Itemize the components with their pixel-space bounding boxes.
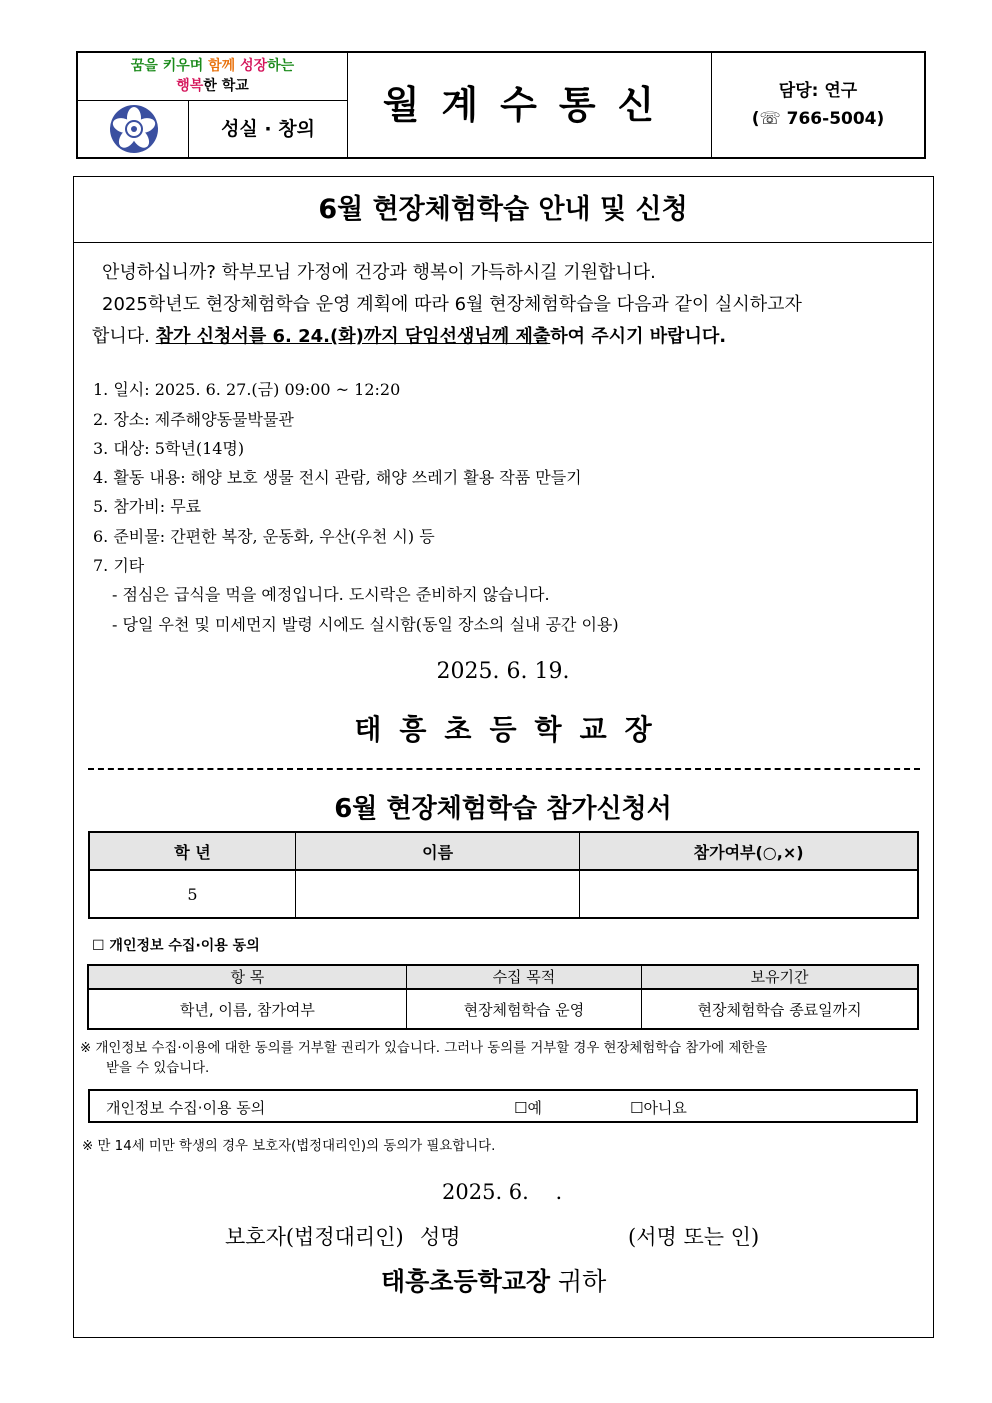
addressee: 태흥초등학교장 귀하: [381, 1267, 607, 1296]
form-title: 6월 현장체험학습 참가신청서: [334, 794, 672, 824]
signature-label: (서명 또는 인): [628, 1225, 760, 1249]
privacy-table: [87, 964, 919, 1030]
consent-yes-checkbox[interactable]: ☐예: [514, 1099, 542, 1117]
notice-sub-item: - 점심은 급식을 먹을 예정입니다. 도시락은 준비하지 않습니다.: [112, 585, 550, 604]
school-emblem-logo: [78, 101, 189, 157]
privacy-column-item: 항 목: [88, 965, 406, 989]
column-header-participation: 참가여부(○,×): [580, 832, 918, 870]
participation-field[interactable]: [580, 870, 918, 918]
consent-label: 개인정보 수집·이용 동의: [106, 1099, 266, 1117]
notice-sub-item: - 당일 우천 및 미세먼지 발령 시에도 실시함(동일 장소의 실내 공간 이용): [112, 615, 619, 634]
notice-item: 6. 준비물: 간편한 복장, 운동화, 우산(우천 시) 등: [93, 527, 435, 546]
school-motto: 성실 · 창의: [221, 118, 315, 140]
newsletter-title: 월계수통신: [348, 53, 712, 157]
sign-date: 2025. 6. .: [442, 1180, 563, 1204]
contact-info: [712, 53, 924, 157]
principal-signature: 태흥초등학교장: [354, 713, 670, 746]
grade-cell: 5: [89, 870, 295, 918]
privacy-retention-cell: 현장체험학습 종료일까지: [642, 989, 918, 1029]
privacy-heading: ☐ 개인정보 수집·이용 동의: [92, 938, 260, 954]
guardian-name-field[interactable]: [500, 1221, 620, 1249]
privacy-purpose-cell: 현장체험학습 운영: [406, 989, 641, 1029]
table-header-row: [89, 832, 918, 870]
notice-item: 7. 기타: [93, 556, 145, 575]
school-slogan: [78, 53, 347, 101]
privacy-column-purpose: 수집 목적: [406, 965, 641, 989]
notice-greeting: 안녕하십니까? 학부모님 가정에 건강과 행복이 가득하시길 기원합니다.: [102, 262, 656, 283]
table-row: [89, 870, 918, 918]
header-left-block: [78, 53, 348, 157]
guardian-name-label: 성명: [420, 1225, 461, 1249]
contact-phone: (☏ 766-5004): [751, 109, 885, 129]
notice-body-line-1: 2025학년도 현장체험학습 운영 계획에 따라 6월 현장체험학습을 다음과 같이 실시하고자: [102, 294, 802, 315]
guardian-label: 보호자(법정대리인): [225, 1225, 404, 1249]
notice-item: 5. 참가비: 무료: [93, 497, 202, 516]
consent-box: [88, 1089, 918, 1123]
notice-title: 6월 현장체험학습 안내 및 신청: [74, 178, 932, 243]
notice-item: 3. 대상: 5학년(14명): [93, 439, 245, 458]
privacy-row: [88, 989, 918, 1029]
column-header-name: 이름: [295, 832, 579, 870]
privacy-header-row: [88, 965, 918, 989]
privacy-note-line-1: ※ 개인정보 수집·이용에 대한 동의를 거부할 권리가 있습니다. 그러나 동의를 거부할 경우 현장체험학습 참가에 제한을: [80, 1041, 768, 1056]
submission-deadline: 참가 신청서를 6. 24.(화)까지 담임선생님께 제출: [155, 326, 551, 347]
cut-line-divider: [88, 768, 920, 770]
slogan-line-1: 꿈을 키우며 함께 성장하는: [130, 58, 295, 74]
column-header-grade: 학 년: [89, 832, 295, 870]
notice-body-line-2: 합니다. 참가 신청서를 6. 24.(화)까지 담임선생님께 제출하여 주시기 바랍니다.: [92, 326, 727, 347]
privacy-column-retention: 보유기간: [642, 965, 918, 989]
privacy-item-cell: 학년, 이름, 참가여부: [88, 989, 406, 1029]
contact-person: 담당: 연구: [778, 81, 858, 101]
name-field[interactable]: [295, 870, 579, 918]
application-table: [88, 831, 919, 919]
newsletter-header: [76, 51, 926, 159]
notice-item: 2. 장소: 제주해양동물박물관: [93, 410, 294, 429]
slogan-line-2: 행복한 학교: [176, 78, 249, 94]
notice-item: 1. 일시: 2025. 6. 27.(금) 09:00 ~ 12:20: [93, 380, 401, 399]
consent-no-checkbox[interactable]: ☐아니요: [630, 1099, 687, 1117]
notice-date: 2025. 6. 19.: [436, 659, 570, 684]
privacy-note-line-2: 받을 수 있습니다.: [106, 1061, 210, 1076]
notice-item: 4. 활동 내용: 해양 보호 생물 전시 관람, 해양 쓰레기 활용 작품 만들기: [93, 468, 582, 487]
guardian-consent-note: ※ 만 14세 미만 학생의 경우 보호자(법정대리인)의 동의가 필요합니다.: [82, 1139, 496, 1154]
